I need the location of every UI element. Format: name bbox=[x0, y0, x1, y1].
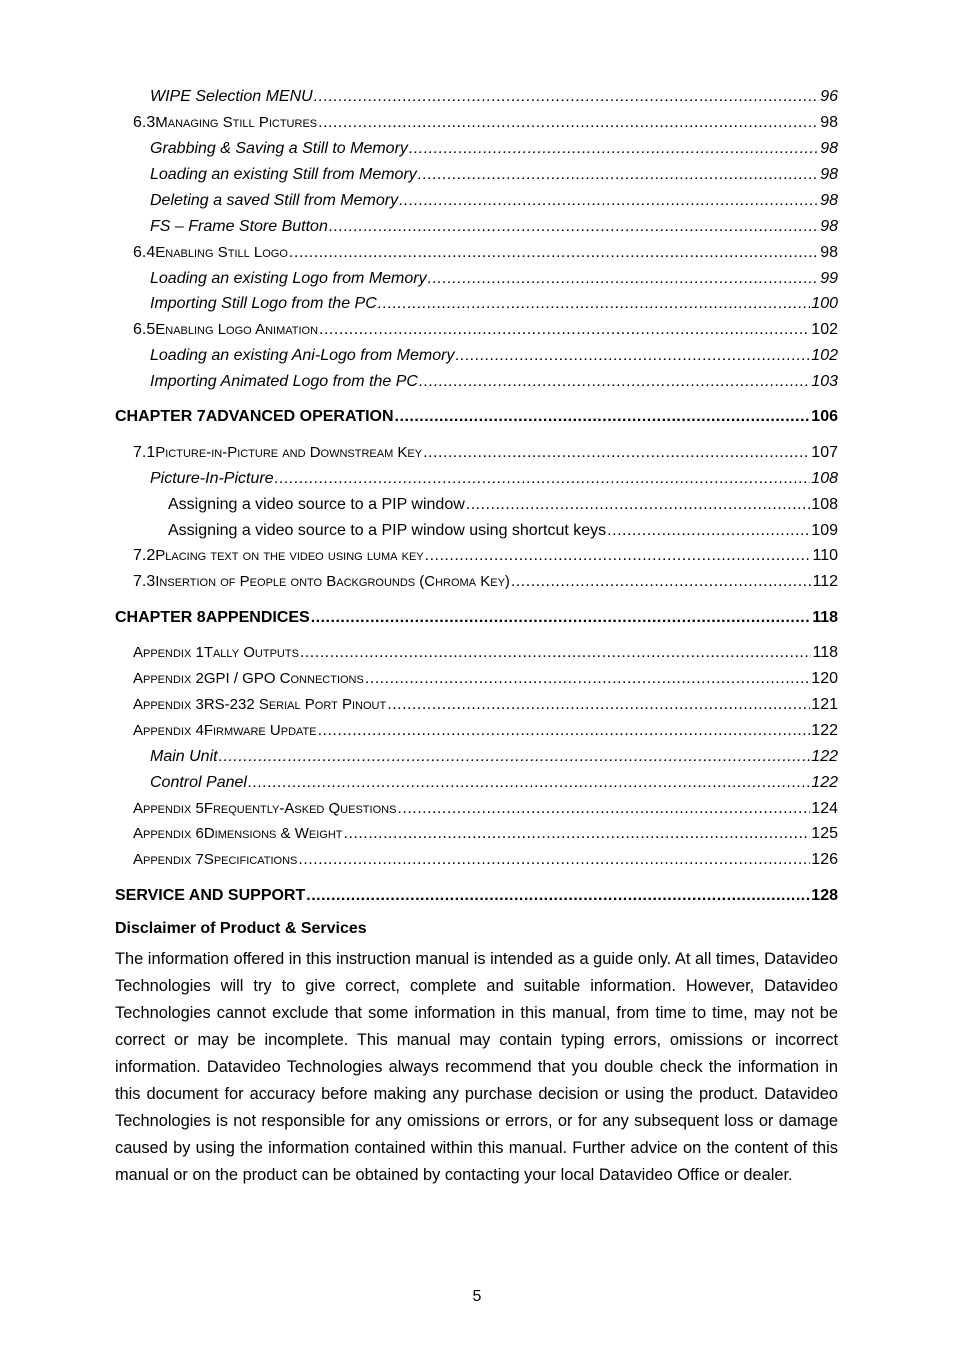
toc-appendix-entry[interactable]: Appendix 6 Dimensions & Weight ..... 125 bbox=[133, 824, 838, 844]
toc-entry[interactable]: 6.5 Enabling Logo Animation ..... 102 bbox=[133, 320, 838, 340]
toc-appendix-entry[interactable]: Appendix 3 RS-232 Serial Port Pinout ..... 121 bbox=[133, 695, 838, 715]
toc-appendix-entry[interactable]: Appendix 2 GPI / GPO Connections ..... 120 bbox=[133, 669, 838, 689]
toc-entry[interactable]: 6.4 Enabling Still Logo ..... 98 bbox=[133, 243, 838, 263]
disclaimer-heading: Disclaimer of Product & Services bbox=[115, 920, 367, 937]
toc-entry[interactable]: Loading an existing Logo from Memory ..... 99 bbox=[150, 269, 838, 289]
toc-chapter-entry[interactable]: CHAPTER 7 ADVANCED OPERATION ..... 106 bbox=[115, 407, 838, 427]
toc-appendix-entry[interactable]: Appendix 1 Tally Outputs ..... 118 bbox=[133, 643, 838, 663]
toc-entry[interactable]: Loading an existing Ani-Logo from Memory ..... 102 bbox=[150, 346, 838, 366]
toc-entry[interactable]: Main Unit ..... 122 bbox=[150, 747, 838, 767]
toc-entry[interactable]: Picture-In-Picture ..... 108 bbox=[150, 469, 838, 489]
toc-entry[interactable]: 7.3 Insertion of People onto Backgrounds (Chroma Key) ..... 112 bbox=[133, 572, 838, 592]
toc-appendix-entry[interactable]: Appendix 5 Frequently-Asked Questions ..... 124 bbox=[133, 799, 838, 819]
toc-entry[interactable]: Grabbing & Saving a Still to Memory ..... 98 bbox=[150, 139, 838, 159]
toc-entry[interactable]: Deleting a saved Still from Memory ..... 98 bbox=[150, 191, 838, 211]
toc-chapter-entry[interactable]: SERVICE AND SUPPORT ..... 128 bbox=[115, 886, 838, 906]
toc-entry[interactable]: Importing Animated Logo from the PC ..... 103 bbox=[150, 372, 838, 392]
toc-entry[interactable]: WIPE Selection MENU ..... 96 bbox=[150, 87, 838, 107]
toc-appendix-entry[interactable]: Appendix 7 Specifications ..... 126 bbox=[133, 850, 838, 870]
page-number: 5 bbox=[472, 1288, 482, 1305]
toc-entry[interactable]: 7.2 Placing text on the video using luma key ..... 110 bbox=[133, 546, 838, 566]
toc-chapter-entry[interactable]: CHAPTER 8 APPENDICES ..... 118 bbox=[115, 608, 838, 628]
toc-entry[interactable]: Assigning a video source to a PIP window using shortcut keys ..... 109 bbox=[168, 521, 838, 541]
toc-entry[interactable]: 7.1 Picture-in-Picture and Downstream Key ..... 107 bbox=[133, 443, 838, 463]
toc-entry[interactable]: Assigning a video source to a PIP window ..... 108 bbox=[168, 495, 838, 515]
toc-entry[interactable]: Loading an existing Still from Memory ..... 98 bbox=[150, 165, 838, 185]
toc-entry[interactable]: Importing Still Logo from the PC ..... 100 bbox=[150, 294, 838, 314]
toc-entry[interactable]: 6.3 Managing Still Pictures ..... 98 bbox=[133, 113, 838, 133]
disclaimer-body: The information offered in this instruction manual is intended as a guide only. At all times, Datavideo Technologies will try to give correct, complete and suitable information. However, Datavideo Technologies cannot exclude that some information in this manual, from time to time, may not be correct or may be incomplete. This manual may contain typing errors, omissions or incorrect information. Datavideo Technologies always recommend that you double check the information in this document for accuracy before making any purchase decision or using the product. Datavideo Technologies is not responsible for any omissions or errors, or for any subsequent loss or damage caused by using the information contained within this manual. Further advice on the content of this manual or on the product can be obtained by contacting your local Datavideo Office or dealer. bbox=[115, 950, 838, 1184]
toc-entry[interactable]: FS – Frame Store Button ..... 98 bbox=[150, 217, 838, 237]
toc-entry[interactable]: Control Panel ..... 122 bbox=[150, 773, 838, 793]
toc-appendix-entry[interactable]: Appendix 4 Firmware Update ..... 122 bbox=[133, 721, 838, 741]
